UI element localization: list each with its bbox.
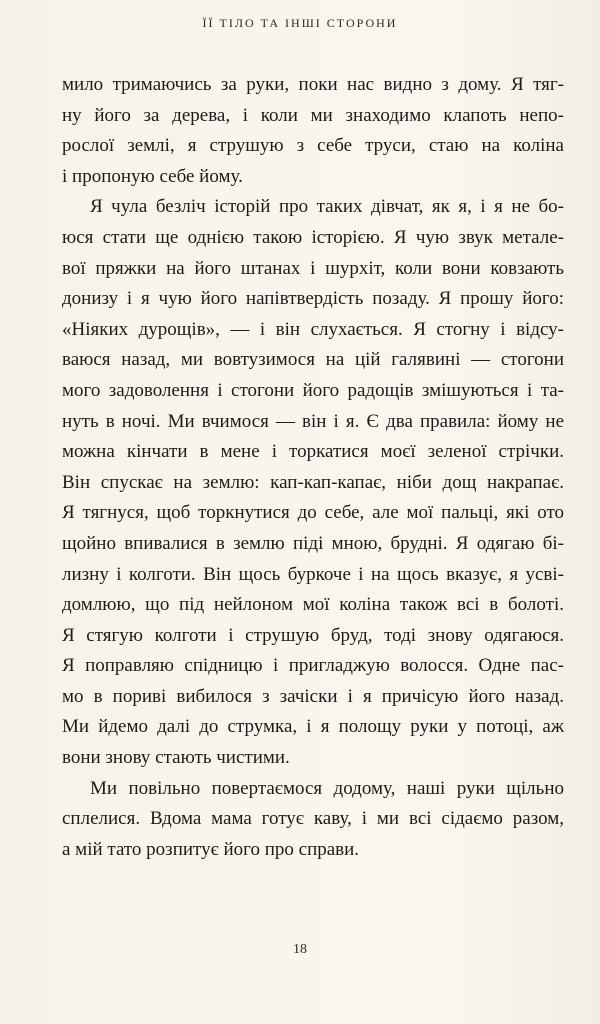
text-line: домлюю, що під нейлоном мої коліна також всі в болоті.: [62, 594, 564, 616]
text-line: мо в пориві вибилося з зачіски і я причісую його назад.: [62, 685, 564, 707]
text-line: мого задоволення і стогони його радощів змішуються і та-: [62, 379, 564, 401]
text-line: сплелися. Вдома мама готує каву, і ми всі сідаємо разом,: [62, 808, 564, 830]
text-line: вої пряжки на його штанах і шурхіт, коли вони ковзають: [62, 257, 564, 279]
text-line: Я тягнуся, щоб торкнутися до себе, але мої пальці, які ото: [62, 502, 564, 524]
running-head: ЇЇ ТІЛО ТА ІНШІ СТОРОНИ: [202, 16, 398, 30]
text-line: юся стати ще однією такою історією. Я чую звук метале-: [62, 226, 564, 248]
text-line: і пропоную себе йому.: [62, 165, 243, 187]
body-text: [62, 70, 564, 865]
text-line: Я чула безліч історій про таких дівчат, як я, і я не бо-: [90, 196, 564, 218]
text-line: «Ніяких дурощів», — і він слухається. Я стогну і відсу-: [62, 318, 564, 340]
text-line: Він спускає на землю: кап-кап-капає, ніби дощ накрапає.: [62, 471, 564, 493]
text-line: Ми йдемо далі до струмка, і я полощу руки у потоці, аж: [62, 716, 564, 738]
text-line: можна кінчати в мене і торкатися моєї зеленої стрічки.: [62, 441, 564, 463]
text-line: Я поправляю спідницю і пригладжую волосся. Одне пас-: [62, 655, 564, 677]
text-line: вони знову стають чистими.: [62, 747, 290, 769]
text-line: ну його за дерева, і коли ми знаходимо клапоть непо-: [62, 104, 564, 126]
text-line: лизну і колготи. Він щось буркоче і на щось вказує, я усві-: [62, 563, 564, 585]
text-line: рослої землі, я струшую з себе труси, стаю на коліна: [62, 135, 564, 157]
text-line: мило тримаючись за руки, поки нас видно з дому. Я тяг-: [62, 74, 564, 95]
text-line: ваюся назад, ми вовтузимося на цій галявині — стогони: [62, 349, 564, 371]
text-line: нуть в ночі. Ми вчимося — він і я. Є два правила: йому не: [62, 410, 564, 432]
text-line: а мій тато розпитує його про справи.: [62, 838, 360, 860]
text-line: донизу і я чую його напівтвердість позаду. Я прошу його:: [62, 288, 564, 310]
text-line: Я стягую колготи і струшую бруд, тоді знову одягаюся.: [62, 624, 564, 646]
page-number: 18: [293, 942, 307, 957]
text-line: Ми повільно повертаємося додому, наші руки щільно: [90, 777, 564, 799]
text-line: щойно впивалися в землю піді мною, брудні. Я одягаю бі-: [62, 532, 564, 554]
